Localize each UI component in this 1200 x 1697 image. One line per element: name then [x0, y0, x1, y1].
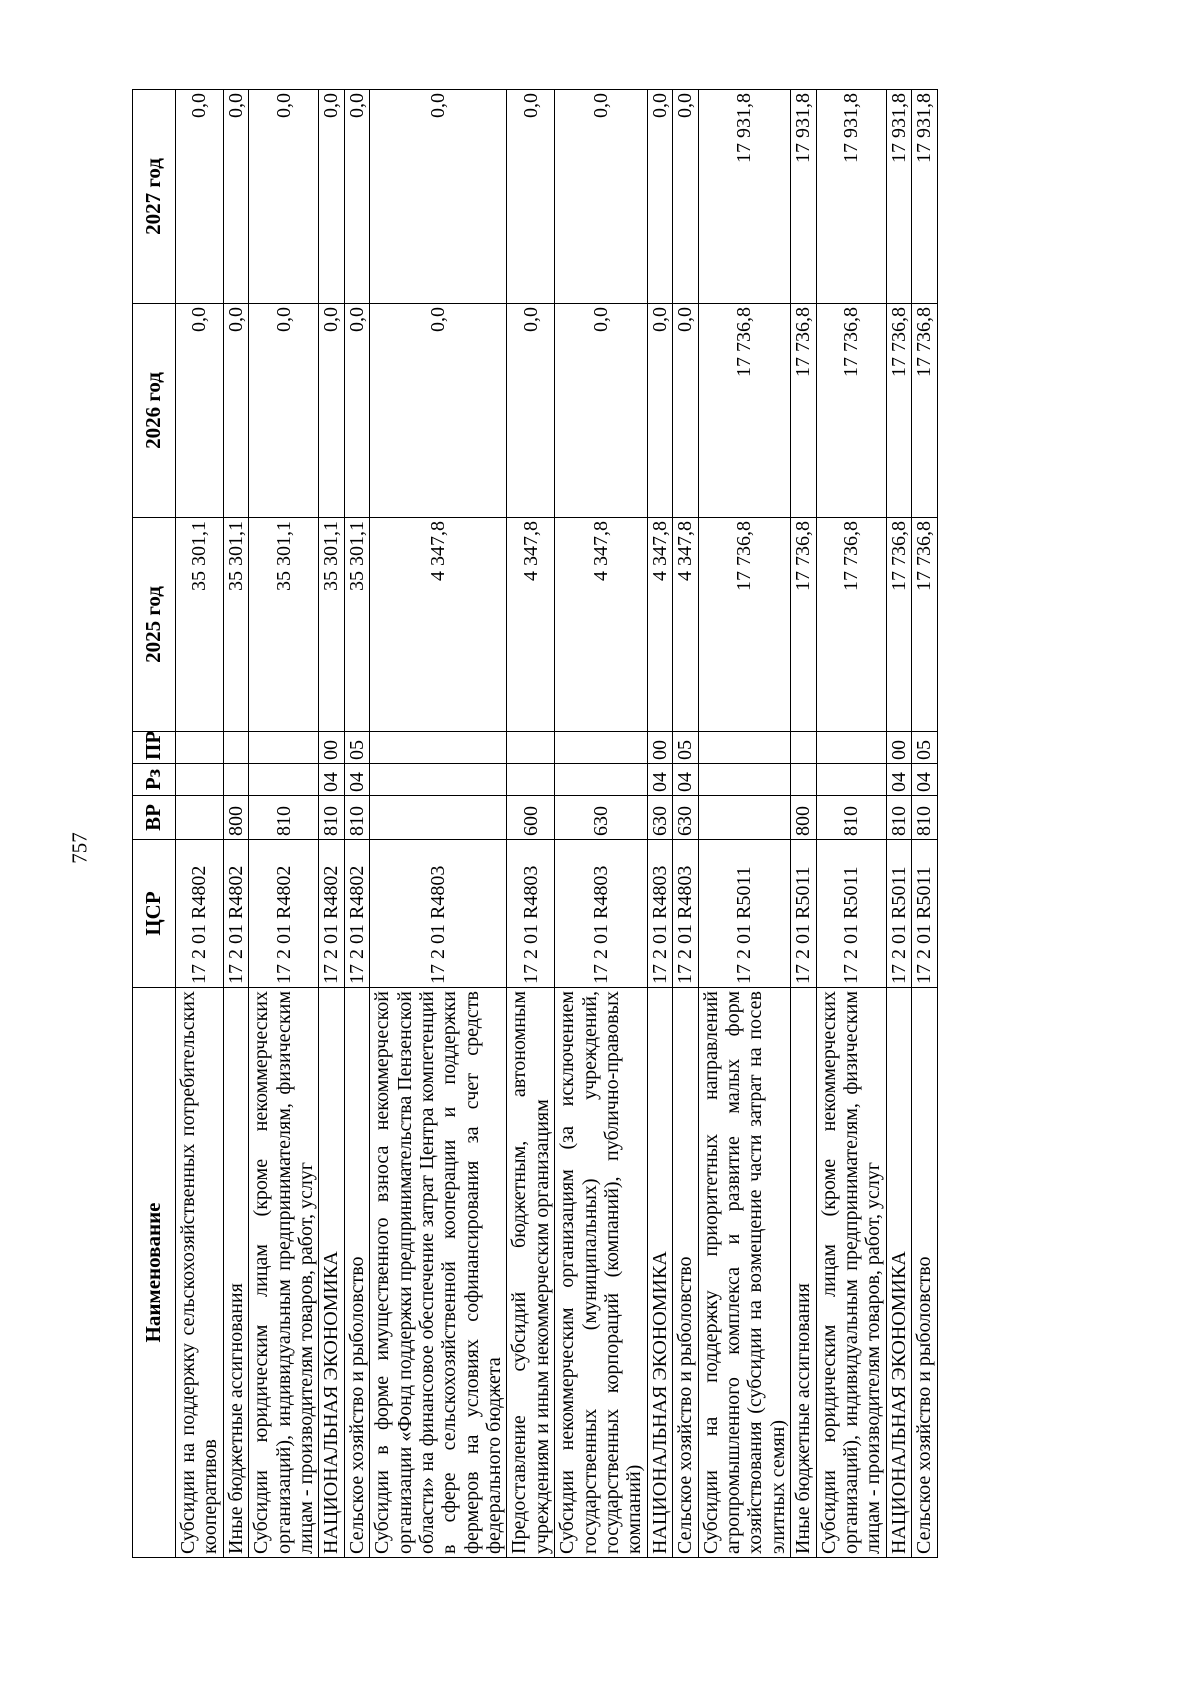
cell-2027: 17 931,8	[912, 90, 937, 304]
cell-2025: 35 301,1	[249, 518, 319, 732]
cell-2025: 4 347,8	[647, 518, 672, 732]
cell-csr: 17 2 01 R5011	[698, 840, 791, 988]
cell-2026: 0,0	[249, 304, 319, 518]
cell-vr: 600	[507, 796, 555, 840]
cell-2025: 17 736,8	[912, 518, 937, 732]
cell-name: Предоставление субсидий бюджетным, автономным учреждениям и иным некоммерческим организациям	[507, 988, 555, 1558]
header-row	[133, 90, 176, 1558]
cell-pr: 00	[647, 732, 672, 764]
cell-csr: 17 2 01 R5011	[791, 840, 816, 988]
cell-vr: 810	[912, 796, 937, 840]
cell-2025: 4 347,8	[507, 518, 555, 732]
cell-pr	[791, 732, 816, 764]
cell-csr: 17 2 01 R4803	[673, 840, 698, 988]
cell-name: НАЦИОНАЛЬНАЯ ЭКОНОМИКА	[319, 988, 344, 1558]
cell-2026: 0,0	[370, 304, 507, 518]
table-row	[176, 90, 224, 1558]
cell-rz	[507, 764, 555, 796]
cell-csr: 17 2 01 R4803	[555, 840, 648, 988]
cell-rz: 04	[647, 764, 672, 796]
cell-name: Субсидии в форме имущественного взноса некоммерческой организации «Фонд поддержки предпринимательства Пензенской области» на финансовое обеспечение затрат Центра компетенций в сфере сельскохозяйственной кооперации и поддержки фермеров на условиях софинансирования за счет средств федерального бюджета	[370, 988, 507, 1558]
cell-2025: 35 301,1	[344, 518, 369, 732]
cell-name: НАЦИОНАЛЬНАЯ ЭКОНОМИКА	[647, 988, 672, 1558]
cell-pr	[816, 732, 886, 764]
table-row	[698, 90, 791, 1558]
cell-csr: 17 2 01 R4803	[507, 840, 555, 988]
cell-2027: 0,0	[370, 90, 507, 304]
cell-2027: 0,0	[647, 90, 672, 304]
cell-2026: 17 736,8	[816, 304, 886, 518]
cell-csr: 17 2 01 R5011	[886, 840, 911, 988]
cell-pr	[176, 732, 224, 764]
cell-pr: 00	[319, 732, 344, 764]
cell-vr: 810	[816, 796, 886, 840]
cell-name: НАЦИОНАЛЬНАЯ ЭКОНОМИКА	[886, 988, 911, 1558]
cell-name: Сельское хозяйство и рыболовство	[673, 988, 698, 1558]
cell-2027: 0,0	[319, 90, 344, 304]
cell-2025: 4 347,8	[673, 518, 698, 732]
cell-name: Субсидии на поддержку приоритетных направлений агропромышленного комплекса и развитие малых форм хозяйствования (субсидии на возмещение части затрат на посев элитных семян)	[698, 988, 791, 1558]
cell-name: Субсидии юридическим лицам (кроме некоммерческих организаций), индивидуальным предпринимателям, физическим лицам - производителям товаров, работ, услуг	[249, 988, 319, 1558]
cell-pr	[370, 732, 507, 764]
cell-2026: 0,0	[555, 304, 648, 518]
cell-2025: 17 736,8	[886, 518, 911, 732]
cell-name: Иные бюджетные ассигнования	[791, 988, 816, 1558]
cell-2027: 0,0	[673, 90, 698, 304]
cell-vr: 800	[223, 796, 248, 840]
table-row	[319, 90, 344, 1558]
cell-2026: 0,0	[673, 304, 698, 518]
cell-vr: 630	[673, 796, 698, 840]
cell-csr: 17 2 01 R4802	[319, 840, 344, 988]
cell-2025: 17 736,8	[698, 518, 791, 732]
table-row	[912, 90, 937, 1558]
cell-2027: 0,0	[344, 90, 369, 304]
cell-pr	[698, 732, 791, 764]
cell-rz	[223, 764, 248, 796]
cell-name: Субсидии на поддержку сельскохозяйственных потребительских кооперативов	[176, 988, 224, 1558]
cell-rz	[370, 764, 507, 796]
cell-rz: 04	[344, 764, 369, 796]
cell-vr: 810	[344, 796, 369, 840]
cell-csr: 17 2 01 R4802	[176, 840, 224, 988]
header-2025: 2025 год	[133, 518, 176, 732]
table-row	[791, 90, 816, 1558]
cell-rz	[791, 764, 816, 796]
cell-rz: 04	[673, 764, 698, 796]
cell-2027: 0,0	[249, 90, 319, 304]
cell-rz	[176, 764, 224, 796]
cell-rz: 04	[319, 764, 344, 796]
cell-2025: 35 301,1	[176, 518, 224, 732]
cell-2026: 0,0	[507, 304, 555, 518]
cell-rz	[816, 764, 886, 796]
cell-2026: 0,0	[319, 304, 344, 518]
cell-pr	[507, 732, 555, 764]
cell-2025: 35 301,1	[223, 518, 248, 732]
cell-rz: 04	[912, 764, 937, 796]
cell-2026: 17 736,8	[886, 304, 911, 518]
rotated-table-container	[132, 90, 1056, 1558]
table-row	[223, 90, 248, 1558]
cell-2025: 17 736,8	[816, 518, 886, 732]
cell-2026: 17 736,8	[791, 304, 816, 518]
cell-2026: 0,0	[647, 304, 672, 518]
cell-pr: 05	[673, 732, 698, 764]
cell-rz	[555, 764, 648, 796]
header-2027: 2027 год	[133, 90, 176, 304]
page-number: 757	[67, 832, 92, 864]
cell-vr: 810	[319, 796, 344, 840]
cell-name: Сельское хозяйство и рыболовство	[344, 988, 369, 1558]
cell-vr: 630	[555, 796, 648, 840]
cell-2027: 17 931,8	[816, 90, 886, 304]
cell-csr: 17 2 01 R4802	[249, 840, 319, 988]
table-row	[673, 90, 698, 1558]
cell-2025: 35 301,1	[319, 518, 344, 732]
cell-csr: 17 2 01 R4803	[647, 840, 672, 988]
cell-2025: 4 347,8	[370, 518, 507, 732]
table-row	[370, 90, 507, 1558]
cell-csr: 17 2 01 R5011	[816, 840, 886, 988]
cell-pr	[555, 732, 648, 764]
cell-name: Субсидии юридическим лицам (кроме некоммерческих организаций), индивидуальным предпринимателям, физическим лицам - производителям товаров, работ, услуг	[816, 988, 886, 1558]
cell-csr: 17 2 01 R4803	[370, 840, 507, 988]
cell-vr	[370, 796, 507, 840]
header-2026: 2026 год	[133, 304, 176, 518]
cell-vr: 810	[249, 796, 319, 840]
table-row	[886, 90, 911, 1558]
cell-name: Сельское хозяйство и рыболовство	[912, 988, 937, 1558]
cell-pr: 05	[912, 732, 937, 764]
table-body	[176, 90, 938, 1558]
header-rz: Рз	[133, 764, 176, 796]
cell-pr	[223, 732, 248, 764]
cell-2027: 17 931,8	[698, 90, 791, 304]
header-vr: ВР	[133, 796, 176, 840]
table-header	[133, 90, 176, 1558]
cell-vr	[176, 796, 224, 840]
cell-2026: 0,0	[344, 304, 369, 518]
header-csr: ЦСР	[133, 840, 176, 988]
cell-vr: 810	[886, 796, 911, 840]
cell-2026: 0,0	[176, 304, 224, 518]
cell-rz	[249, 764, 319, 796]
cell-vr: 630	[647, 796, 672, 840]
cell-2027: 0,0	[555, 90, 648, 304]
cell-csr: 17 2 01 R4802	[344, 840, 369, 988]
cell-name: Субсидии некоммерческим организациям (за исключением государственных (муниципальных) учреждений, государственных корпораций (компаний), публично-правовых компаний)	[555, 988, 648, 1558]
header-pr: ПР	[133, 732, 176, 764]
cell-csr: 17 2 01 R5011	[912, 840, 937, 988]
cell-pr: 05	[344, 732, 369, 764]
table-row	[249, 90, 319, 1558]
cell-2026: 17 736,8	[698, 304, 791, 518]
cell-2027: 0,0	[223, 90, 248, 304]
table-row	[647, 90, 672, 1558]
cell-vr	[698, 796, 791, 840]
table-row	[344, 90, 369, 1558]
table-row	[555, 90, 648, 1558]
cell-rz: 04	[886, 764, 911, 796]
cell-vr: 800	[791, 796, 816, 840]
cell-2027: 17 931,8	[886, 90, 911, 304]
cell-2027: 0,0	[507, 90, 555, 304]
cell-2025: 17 736,8	[791, 518, 816, 732]
cell-pr	[249, 732, 319, 764]
cell-2027: 0,0	[176, 90, 224, 304]
table-row	[507, 90, 555, 1558]
cell-2026: 17 736,8	[912, 304, 937, 518]
budget-table	[132, 89, 938, 1558]
header-name: Наименование	[133, 988, 176, 1558]
cell-2026: 0,0	[223, 304, 248, 518]
cell-rz	[698, 764, 791, 796]
cell-2025: 4 347,8	[555, 518, 648, 732]
cell-name: Иные бюджетные ассигнования	[223, 988, 248, 1558]
table-row	[816, 90, 886, 1558]
cell-csr: 17 2 01 R4802	[223, 840, 248, 988]
cell-2027: 17 931,8	[791, 90, 816, 304]
cell-pr: 00	[886, 732, 911, 764]
